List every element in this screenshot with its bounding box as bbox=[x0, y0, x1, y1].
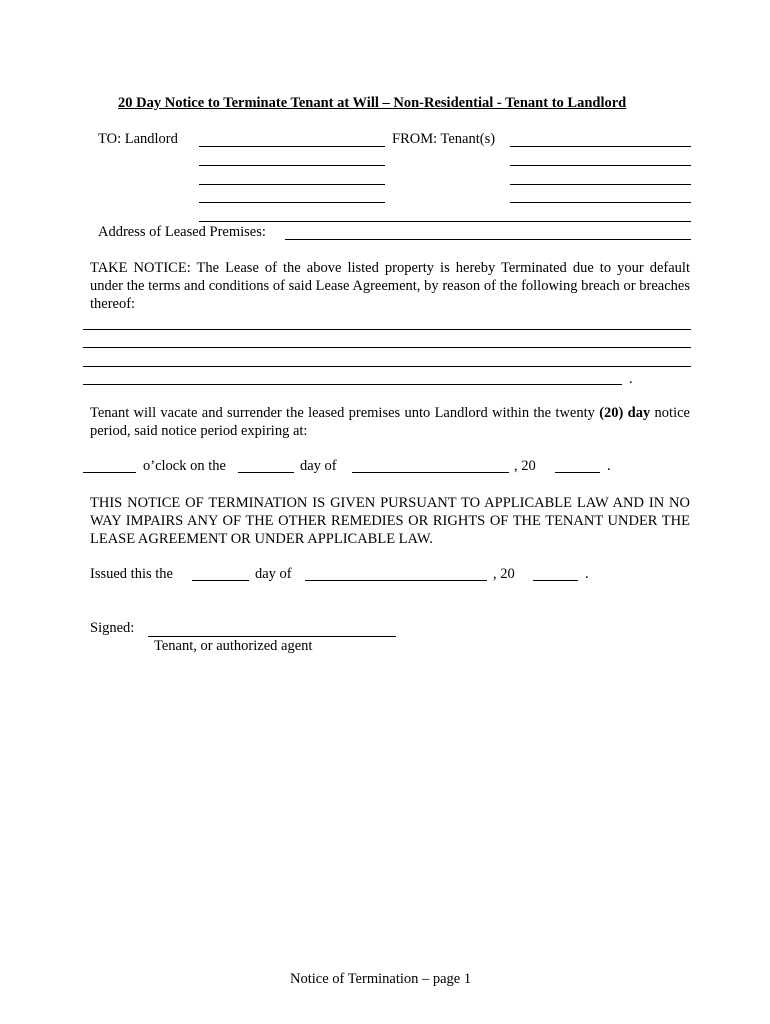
expiry-month-line[interactable] bbox=[352, 472, 509, 473]
expiry-day-of-label: day of bbox=[300, 458, 337, 474]
signature-line[interactable] bbox=[148, 636, 396, 637]
expiry-year-label: , 20 bbox=[514, 458, 536, 474]
issued-day-line[interactable] bbox=[192, 580, 249, 581]
issued-year-line[interactable] bbox=[533, 580, 578, 581]
issued-label: Issued this the bbox=[90, 566, 173, 582]
expiry-time-line[interactable] bbox=[83, 472, 136, 473]
issued-year-label: , 20 bbox=[493, 566, 515, 582]
issued-day-of-label: day of bbox=[255, 566, 292, 582]
vacate-paragraph bbox=[90, 404, 690, 440]
expiry-year-line[interactable] bbox=[555, 472, 600, 473]
breach-line-4[interactable] bbox=[83, 384, 622, 385]
issued-month-line[interactable] bbox=[305, 580, 487, 581]
tenant-line-2[interactable] bbox=[510, 165, 691, 166]
tenant-line-1[interactable] bbox=[510, 146, 691, 147]
caps-notice-paragraph: THIS NOTICE OF TERMINATION IS GIVEN PURSUANT TO APPLICABLE LAW AND IN NO WAY IMPAIRS ANY OF THE OTHER REMEDIES OR RIGHTS OF THE TENANT UNDER THE LEASE AGREEMENT OR UNDER APPLICABLE LAW. bbox=[90, 495, 690, 547]
landlord-line-3[interactable] bbox=[199, 184, 385, 185]
landlord-line-1[interactable] bbox=[199, 146, 385, 147]
tenant-line-3[interactable] bbox=[510, 184, 691, 185]
breach-line-1[interactable] bbox=[83, 329, 691, 330]
tenant-line-4[interactable] bbox=[510, 202, 691, 203]
landlord-line-4[interactable] bbox=[199, 202, 385, 203]
breach-line-3[interactable] bbox=[83, 366, 691, 367]
page-footer: Notice of Termination – page 1 bbox=[290, 971, 472, 987]
signed-label: Signed: bbox=[90, 620, 135, 636]
from-tenant-label: FROM: Tenant(s) bbox=[392, 131, 496, 147]
expiry-oclock-label: o’clock on the bbox=[143, 458, 226, 474]
take-notice-paragraph: TAKE NOTICE: The Lease of the above listed property is hereby Terminated due to your default under the terms and conditions of said Lease Agreement, by reason of the following breach or breaches thereof: bbox=[90, 260, 690, 312]
vacate-text-1: Tenant will vacate and surrender the leased premises unto Landlord within the twenty bbox=[90, 405, 600, 421]
breach-line-2[interactable] bbox=[83, 347, 691, 348]
landlord-line-2[interactable] bbox=[199, 165, 385, 166]
address-label: Address of Leased Premises: bbox=[98, 224, 266, 240]
signer-caption: Tenant, or authorized agent bbox=[154, 638, 313, 654]
expiry-period: . bbox=[607, 458, 611, 474]
vacate-bold: (20) day bbox=[599, 405, 651, 421]
address-line-upper[interactable] bbox=[199, 221, 691, 222]
document-title: 20 Day Notice to Terminate Tenant at Will – Non-Residential - Tenant to Landlord bbox=[118, 95, 627, 111]
breach-period: . bbox=[629, 371, 633, 387]
to-landlord-label: TO: Landlord bbox=[98, 131, 178, 147]
issued-period: . bbox=[585, 566, 589, 582]
vacate-text-2: notice period, said notice period expiring at: bbox=[90, 405, 690, 439]
expiry-day-line[interactable] bbox=[238, 472, 294, 473]
address-field-line[interactable] bbox=[285, 239, 691, 240]
